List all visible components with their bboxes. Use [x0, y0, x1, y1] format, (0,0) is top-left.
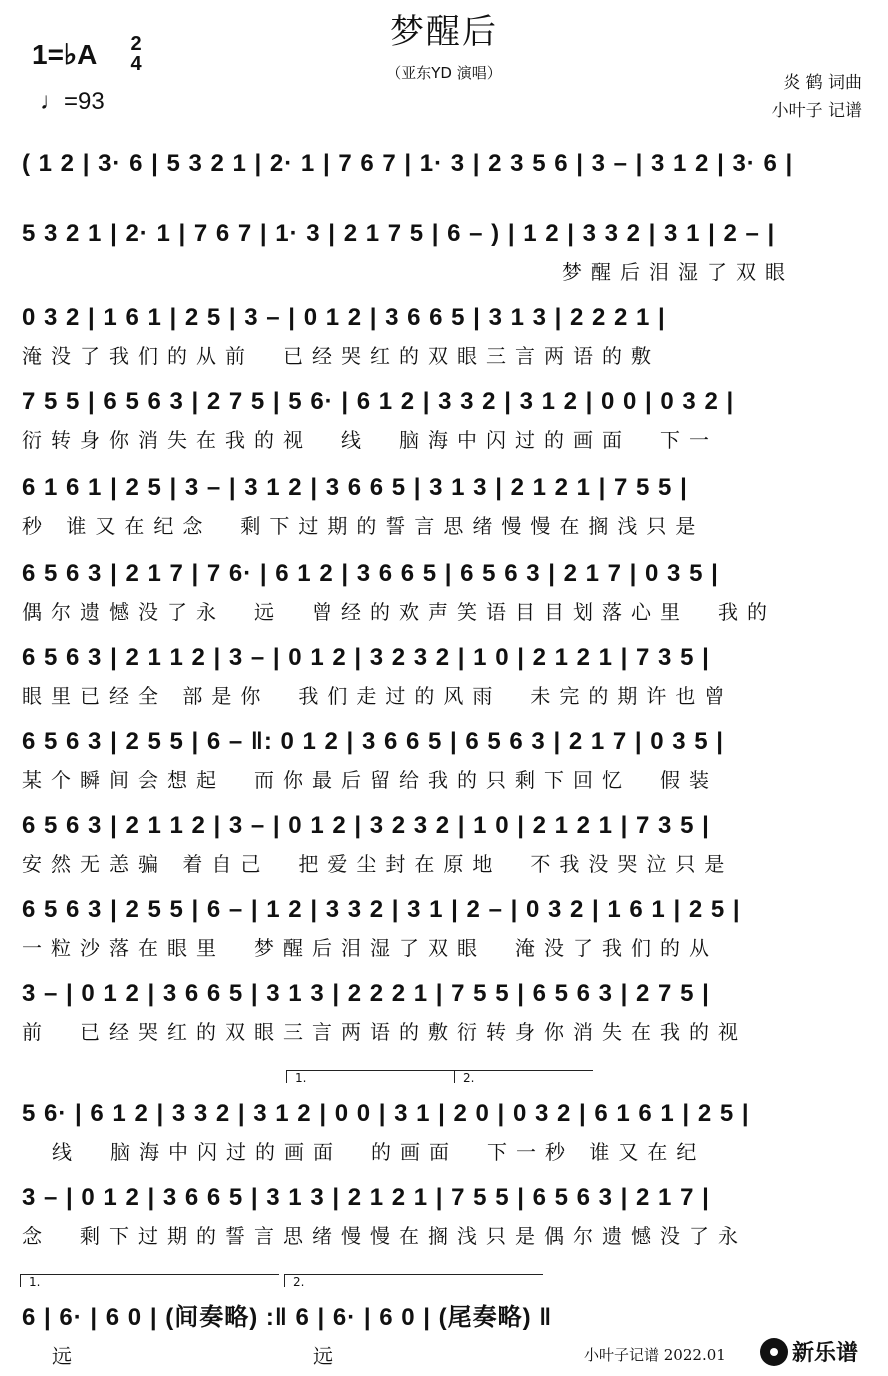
time-signature — [124, 34, 148, 74]
system-notes: 0 3 2 | 1 6 1 | 2 5 | 3 – | 0 1 2 | 3 6 6 5 | 3 1 3 | 2 2 2 1 | — [22, 304, 666, 331]
time-signature-top: 2 — [130, 33, 142, 55]
music-disc-icon — [760, 1338, 788, 1366]
score-system-12 — [0, 1092, 888, 1172]
lyricist-credit: 炎 鹤 词曲 — [783, 73, 862, 93]
system-lyrics: 衍转身你消失在我的视 线 脑海中闪过的画面 下一 — [22, 428, 718, 452]
key-signature: 1=♭A — [32, 39, 98, 70]
score-system-6 — [0, 552, 888, 632]
score-system-14 — [0, 1296, 888, 1376]
system-lyrics: 线 脑海中闪过的画面 的画面 下一秒 谁又在纪 — [52, 1140, 706, 1164]
score-system-5 — [0, 466, 888, 546]
brand-name: 新乐谱 — [792, 1341, 859, 1366]
system-lyrics: 淹没了我们的从前 已经哭红的双眼三言两语的敷 — [22, 344, 660, 368]
system-lyrics: 偶尔遗憾没了永 远 曾经的欢声笑语目目划落心里 我的 — [22, 600, 776, 624]
system-lyrics: 远 远 — [52, 1344, 342, 1368]
score-system-1 — [0, 142, 888, 222]
system-lyrics: 前 已经哭红的双眼三言两语的敷衍转身你消失在我的视 — [22, 1020, 747, 1044]
system-lyrics: 秒 谁又在纪念 剩下过期的誓言思绪慢慢在搁浅只是 — [22, 514, 705, 538]
system-notes: 6 5 6 3 | 2 1 1 2 | 3 – | 0 1 2 | 3 2 3 2 | 1 0 | 2 1 2 1 | 7 3 5 | — [22, 812, 710, 839]
system-notes: 3 – | 0 1 2 | 3 6 6 5 | 3 1 3 | 2 2 2 1 | 7 5 5 | 6 5 6 3 | 2 7 5 | — [22, 980, 710, 1007]
singer-credit: （亚东YD 演唱） — [386, 64, 502, 82]
score-system-3 — [0, 296, 888, 376]
system-lyrics: 念 剩下过期的誓言思绪慢慢在搁浅只是偶尔遗憾没了永 — [22, 1224, 747, 1248]
first-ending-bracket: 1. — [20, 1274, 279, 1287]
system-notes: 6 5 6 3 | 2 5 5 | 6 – ‖: 0 1 2 | 3 6 6 5 | 6 5 6 3 | 2 1 7 | 0 3 5 | — [22, 728, 725, 755]
system-notes: ( 1 2 | 3· 6 | 5 3 2 1 | 2· 1 | 7 6 7 | 1· 3 | 2 3 5 6 | 3 – | 3 1 2 | 3· 6 | — [22, 150, 794, 177]
score-system-11 — [0, 972, 888, 1052]
score-system-10 — [0, 888, 888, 968]
system-lyrics: 一粒沙落在眼里 梦醒后泪湿了双眼 淹没了我们的从 — [22, 936, 718, 960]
system-notes: 6 5 6 3 | 2 1 7 | 7 6· | 6 1 2 | 3 6 6 5 | 6 5 6 3 | 2 1 7 | 0 3 5 | — [22, 560, 719, 587]
transcriber-date: 小叶子记谱 2022.01 — [584, 1346, 726, 1364]
second-ending-bracket: 2. — [284, 1274, 543, 1287]
first-ending-bracket: 1. — [286, 1070, 455, 1083]
score-system-13 — [0, 1176, 888, 1256]
score-system-4 — [0, 380, 888, 460]
time-signature-bottom: 4 — [130, 53, 142, 75]
system-lyrics: 眼里已经全 部是你 我们走过的风雨 未完的期许也曾 — [22, 684, 734, 708]
transcriber-credit: 小叶子 记谱 — [771, 101, 862, 121]
system-lyrics: 梦醒后泪湿了双眼 — [562, 260, 794, 284]
system-lyrics: 某个瞬间会想起 而你最后留给我的只剩下回忆 假装 — [22, 768, 718, 792]
system-notes: 5 6· | 6 1 2 | 3 3 2 | 3 1 2 | 0 0 | 3 1 | 2 0 | 0 3 2 | 6 1 6 1 | 2 5 | — [22, 1100, 750, 1127]
system-lyrics: 安然无恙骗 着自己 把爱尘封在原地 不我没哭泣只是 — [22, 852, 734, 876]
brand-logo — [760, 1336, 858, 1367]
song-title: 梦醒后 — [390, 12, 498, 52]
score-system-7 — [0, 636, 888, 716]
score-system-8 — [0, 720, 888, 800]
system-notes: 6 | 6· | 6 0 | (间奏略) :‖ 6 | 6· | 6 0 | (尾奏略) ‖ — [22, 1304, 553, 1331]
system-notes: 5 3 2 1 | 2· 1 | 7 6 7 | 1· 3 | 2 1 7 5 | 6 – ) | 1 2 | 3 3 2 | 3 1 | 2 – | — [22, 220, 776, 247]
system-notes: 7 5 5 | 6 5 6 3 | 2 7 5 | 5 6· | 6 1 2 | 3 3 2 | 3 1 2 | 0 0 | 0 3 2 | — [22, 388, 735, 415]
tempo-marking: ♩=93 — [40, 88, 105, 115]
second-ending-bracket: 2. — [454, 1070, 593, 1083]
system-notes: 6 5 6 3 | 2 5 5 | 6 – | 1 2 | 3 3 2 | 3 1 | 2 – | 0 3 2 | 1 6 1 | 2 5 | — [22, 896, 741, 923]
score-system-9 — [0, 804, 888, 884]
system-notes: 6 5 6 3 | 2 1 1 2 | 3 – | 0 1 2 | 3 2 3 2 | 1 0 | 2 1 2 1 | 7 3 5 | — [22, 644, 710, 671]
system-notes: 6 1 6 1 | 2 5 | 3 – | 3 1 2 | 3 6 6 5 | 3 1 3 | 2 1 2 1 | 7 5 5 | — [22, 474, 688, 501]
system-notes: 3 – | 0 1 2 | 3 6 6 5 | 3 1 3 | 2 1 2 1 | 7 5 5 | 6 5 6 3 | 2 1 7 | — [22, 1184, 710, 1211]
score-system-2 — [0, 212, 888, 292]
